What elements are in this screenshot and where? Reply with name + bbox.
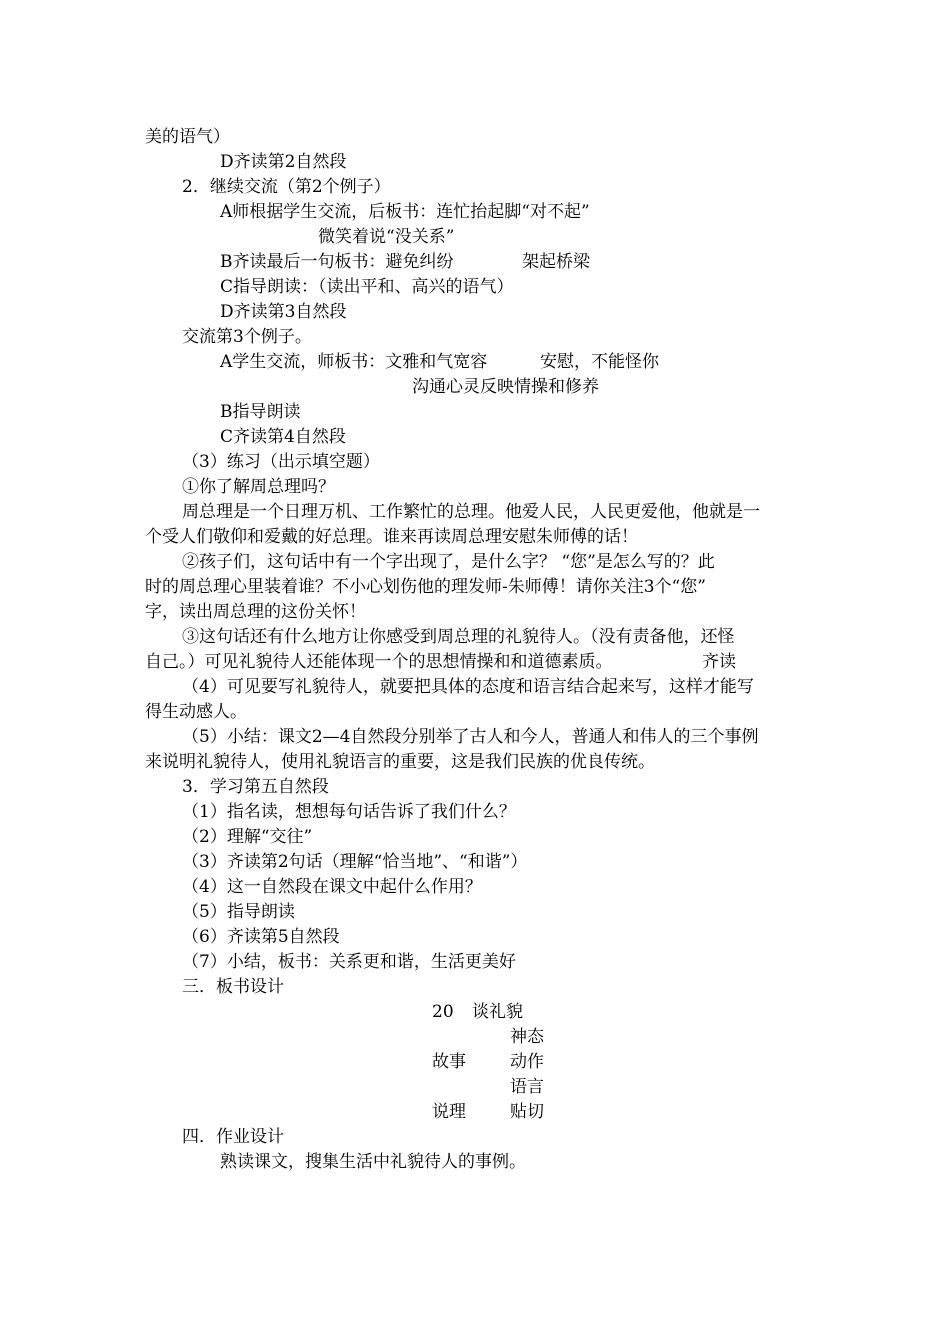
text-line: A师根据学生交流，后板书：连忙抬起脚“对不起”	[220, 202, 590, 222]
text-line: （3）练习（出示填空题）	[182, 452, 380, 472]
text-line: 周总理是一个日理万机、工作繁忙的总理。他爱人民，人民更爱他，他就是一	[182, 502, 760, 522]
text-line: 交流第3个例子。	[182, 327, 312, 347]
text-line: ①你了解周总理吗？	[182, 477, 335, 497]
board-item: 故事	[432, 1052, 466, 1072]
text-line: 四．作业设计	[182, 1127, 284, 1147]
text-line: D齐读第3自然段	[220, 302, 347, 322]
text-line: （3）齐读第2句话（理解“恰当地”、“和谐”）	[182, 852, 528, 872]
text-line: C齐读第4自然段	[220, 427, 346, 447]
text-line: B齐读最后一句板书：避免纠纷	[220, 252, 454, 272]
text-line: 架起桥梁	[522, 252, 590, 272]
text-line: ③这句话还有什么地方让你感受到周总理的礼貌待人。（没有责备他，还怪	[182, 627, 735, 647]
text-line: 字，读出周总理的这份关怀！	[145, 602, 366, 622]
text-line: 自己。）可见礼貌待人还能体现一个的思想情操和和道德素质。	[145, 652, 613, 672]
board-item: 贴切	[510, 1102, 544, 1122]
text-line: 时的周总理心里装着谁？不小心划伤他的理发师-朱师傅！请你关注3个“您”	[145, 577, 706, 597]
board-item: 说理	[432, 1102, 466, 1122]
text-line: 微笑着说“没关系”	[318, 227, 455, 247]
text-line: （5）指导朗读	[182, 902, 295, 922]
text-line: 三．板书设计	[182, 977, 284, 997]
text-line: 沟通心灵反映情操和修养	[412, 377, 599, 397]
text-line: ②孩子们，这句话中有一个字出现了，是什么字？ “您”是怎么写的？此	[182, 552, 715, 572]
text-line: （5）小结：课文2—4自然段分别举了古人和今人，普通人和伟人的三个事例	[182, 727, 759, 747]
text-line: （7）小结，板书：关系更和谐，生活更美好	[182, 952, 516, 972]
text-line: 来说明礼貌待人，使用礼貌语言的重要，这是我们民族的优良传统。	[145, 752, 655, 772]
board-title: 谈礼貌	[472, 1002, 523, 1022]
text-line: B指导朗读	[220, 402, 301, 422]
text-line: （6）齐读第5自然段	[182, 927, 340, 947]
text-line: 齐读	[702, 652, 736, 672]
text-line: 3．学习第五自然段	[182, 777, 329, 797]
text-line: C指导朗读：（读出平和、高兴的语气）	[220, 277, 514, 297]
text-line: （4）可见要写礼貌待人，就要把具体的态度和语言结合起来写，这样才能写	[182, 677, 754, 697]
text-line: A学生交流，师板书：文雅和气宽容	[220, 352, 488, 372]
board-item: 动作	[510, 1052, 544, 1072]
text-line: （1）指名读，想想每句话告诉了我们什么？	[182, 802, 516, 822]
text-line: D齐读第2自然段	[220, 152, 347, 172]
text-line: 熟读课文，搜集生活中礼貌待人的事例。	[220, 1152, 526, 1172]
board-item: 语言	[510, 1077, 544, 1097]
board-number: 20	[432, 1002, 454, 1022]
text-line: （2）理解“交往”	[182, 827, 313, 847]
board-item: 神态	[510, 1027, 544, 1047]
text-line: 美的语气）	[145, 127, 230, 147]
text-line: 2．继续交流（第2个例子）	[182, 177, 391, 197]
text-line: 得生动感人。	[145, 702, 247, 722]
text-line: （4）这一自然段在课文中起什么作用？	[182, 877, 482, 897]
text-line: 个受人们敬仰和爱戴的好总理。谁来再读周总理安慰朱师傅的话！	[145, 527, 638, 547]
text-line: 安慰，不能怪你	[540, 352, 659, 372]
